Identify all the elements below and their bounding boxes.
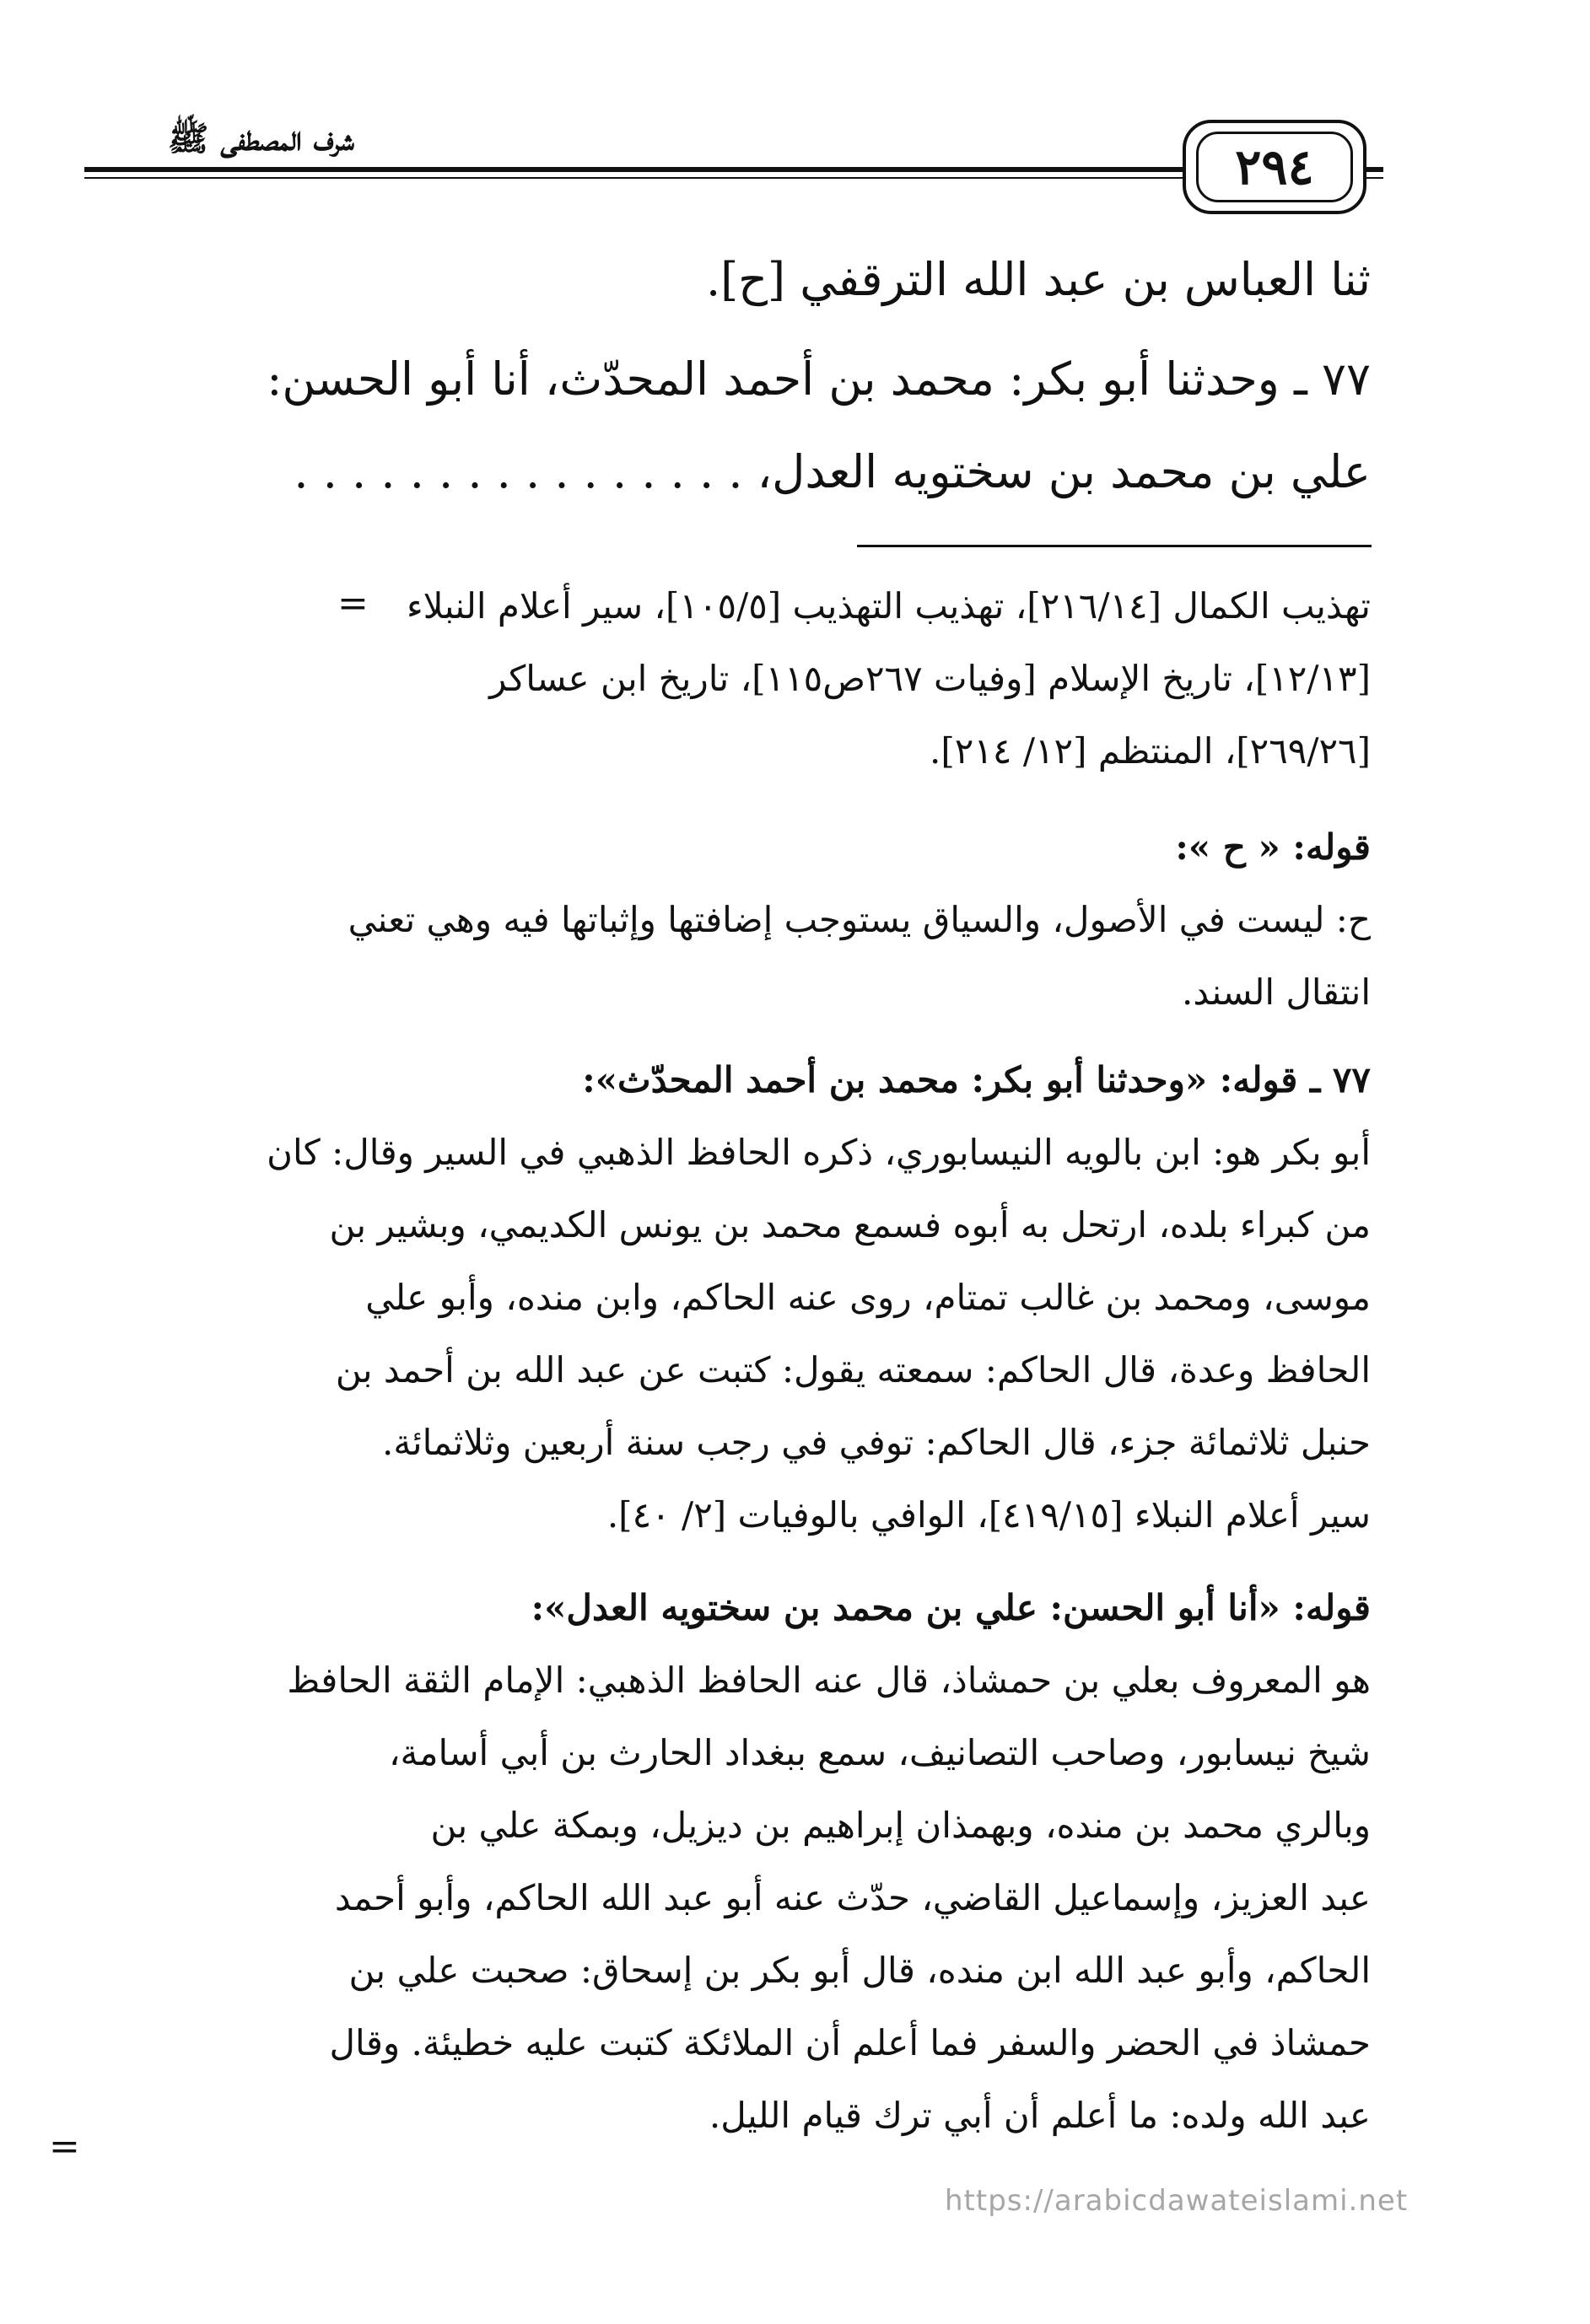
note-line: عبد العزيز، وإسماعيل القاضي، حدّث عنه أبو عبد الله الحاكم، وأبو أحمد: [334, 1877, 1371, 1918]
continuation-marker: =: [337, 582, 369, 625]
main-text-line: علي بن محمد بن سختويه العدل، . . . . . . . . . . . . . . . .: [294, 445, 1371, 498]
note-line: الحاكم، وأبو عبد الله ابن منده، قال أبو بكر بن إسحاق: صحبت علي بن: [348, 1950, 1371, 1991]
note-line: أبو بكر هو: ابن بالويه النيسابوري، ذكره الحافظ الذهبي في السير وقال: كان: [267, 1132, 1371, 1173]
note-line: عبد الله ولده: ما أعلم أن أبي ترك قيام الليل.: [709, 2095, 1371, 2136]
page-number: ٢٩٤: [1196, 132, 1353, 202]
footnote-line: [٢٦٩/٢٦]، المنتظم [١٢/ ٢١٤].: [930, 730, 1371, 772]
note-line: وبالري محمد بن منده، وبهمذان إبراهيم بن ديزيل، وبمكة علي بن: [430, 1805, 1371, 1846]
note-block: [80, 811, 1371, 1029]
page-number-frame: [1183, 120, 1366, 214]
note-line: موسى، ومحمد بن غالب تمتام، روى عنه الحاكم، وابن منده، وأبو علي: [365, 1277, 1371, 1318]
footnote-line: [١٢/١٣]، تاريخ الإسلام [وفيات ٢٦٧ص١١٥]، تاريخ ابن عساكر: [489, 658, 1371, 699]
main-text-line: ٧٧ ـ وحدثنا أبو بكر: محمد بن أحمد المحدّث، أنا أبو الحسن:: [267, 352, 1371, 406]
footnote-line: تهذيب الكمال [٢١٦/١٤]، تهذيب التهذيب [١٠٥/٥]، سير أعلام النبلاء: [406, 585, 1371, 627]
main-text-line: ثنا العباس بن عبد الله الترقفي [ح].: [705, 253, 1371, 306]
running-title: شرف المصطفى ﷺ: [168, 119, 354, 159]
note-heading: ٧٧ ـ قوله: «وحدثنا أبو بكر: محمد بن أحمد المحدّث»:: [582, 1059, 1371, 1100]
note-line: من كبراء بلده، ارتحل به أبوه فسمع محمد بن يونس الكديمي، وبشير بن: [329, 1204, 1371, 1245]
note-block: [80, 1572, 1371, 2152]
note-line: هو المعروف بعلي بن حمشاذ، قال عنه الحافظ الذهبي: الإمام الثقة الحافظ: [287, 1660, 1371, 1701]
watermark-url: https://arabicdawateislami.net: [945, 2184, 1409, 2218]
note-line: الحافظ وعدة، قال الحاكم: سمعته يقول: كتبت عن عبد الله بن أحمد بن: [335, 1349, 1371, 1391]
note-line: شيخ نيسابور، وصاحب التصانيف، سمع ببغداد الحارث بن أبي أسامة،: [388, 1732, 1371, 1773]
footnote-block: [80, 570, 1371, 788]
note-heading: قوله: « ح »:: [1175, 826, 1371, 868]
note-heading: قوله: «أنا أبو الحسن: علي بن محمد بن سختويه العدل»:: [531, 1587, 1371, 1628]
note-line: حنبل ثلاثمائة جزء، قال الحاكم: توفي في رجب سنة أربعين وثلاثمائة.: [382, 1422, 1371, 1463]
continuation-marker: =: [49, 2125, 80, 2168]
note-line: سير أعلام النبلاء [٤١٩/١٥]، الوافي بالوفيات [٢/ ٤٠].: [606, 1494, 1371, 1536]
note-line: حمشاذ في الحضر والسفر فما أعلم أن الملائكة كتبت عليه خطيئة. وقال: [329, 2022, 1371, 2063]
footnote-separator: [857, 545, 1372, 547]
note-block: [80, 1044, 1371, 1552]
note-line: ح: ليست في الأصول، والسياق يستوجب إضافتها وإثباتها فيه وهي تعني: [348, 899, 1371, 940]
note-line: انتقال السند.: [1182, 971, 1371, 1013]
